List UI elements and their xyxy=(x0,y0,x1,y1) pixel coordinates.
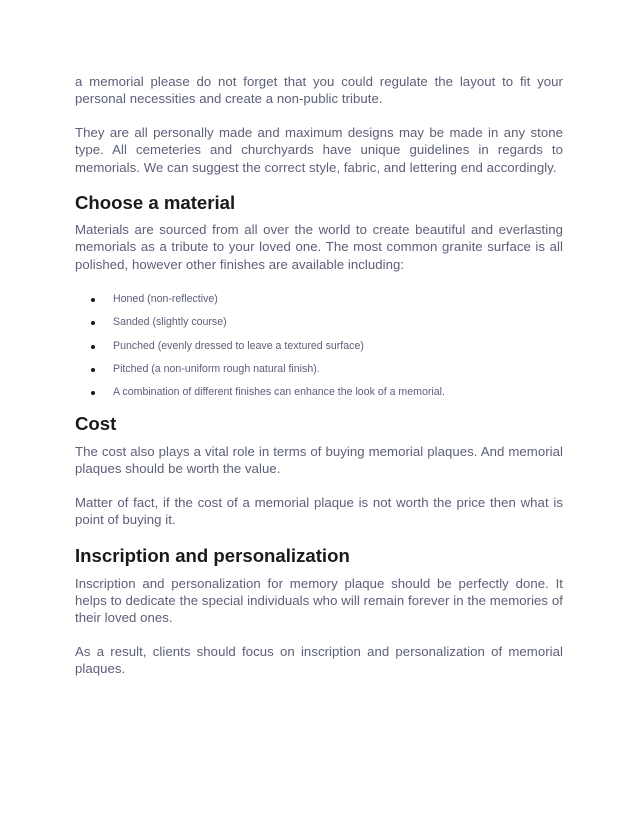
heading-inscription: Inscription and personalization xyxy=(75,544,350,566)
heading-cost: Cost xyxy=(75,413,117,434)
bullet-icon xyxy=(91,345,95,349)
list-item xyxy=(75,386,563,399)
cost-paragraph-2: Matter of fact, if the cost of a memorial plaque is not worth the price then what is point of buying it. xyxy=(75,494,563,528)
list-item xyxy=(75,316,563,329)
list-item xyxy=(75,340,563,353)
list-item xyxy=(75,363,563,376)
document-page xyxy=(75,73,563,678)
intro-paragraph-2: They are all personally made and maximum designs may be made in any stone type. All cemeteries and churchyards have unique guidelines in regards to memorials. We can suggest the correct style, fabric, and lettering end accordingly. xyxy=(75,124,563,175)
list-item-text: A combination of different finishes can enhance the look of a memorial. xyxy=(113,386,445,398)
inscription-paragraph-2: As a result, clients should focus on inscription and personalization of memorial plaques. xyxy=(75,643,563,677)
cost-paragraph-1: The cost also plays a vital role in terms of buying memorial plaques. And memorial plaques should be worth the value. xyxy=(75,444,563,477)
material-paragraph: Materials are sourced from all over the world to create beautiful and everlasting memorials as a tribute to your loved one. The most common granite surface is all polished, however other finishes are available including: xyxy=(75,222,563,272)
list-item-text: Punched (evenly dressed to leave a textured surface) xyxy=(113,339,364,352)
bullet-icon xyxy=(91,321,95,325)
list-item-text: Sanded (slightly course) xyxy=(113,316,227,329)
bullet-icon xyxy=(91,298,95,302)
list-item xyxy=(75,293,563,306)
list-item-text: Honed (non-reflective) xyxy=(113,293,218,306)
finishes-list xyxy=(75,293,563,399)
intro-paragraph-1: a memorial please do not forget that you could regulate the layout to fit your personal necessities and create a non-public tribute. xyxy=(75,74,563,107)
heading-choose-material: Choose a material xyxy=(75,192,236,214)
inscription-paragraph-1: Inscription and personalization for memory plaque should be perfectly done. It helps to dedicate the special individuals who will remain forever in the memories of their loved ones. xyxy=(75,575,563,626)
bullet-icon xyxy=(91,391,95,395)
list-item-text: Pitched (a non-uniform rough natural finish). xyxy=(113,362,320,375)
bullet-icon xyxy=(91,368,95,372)
